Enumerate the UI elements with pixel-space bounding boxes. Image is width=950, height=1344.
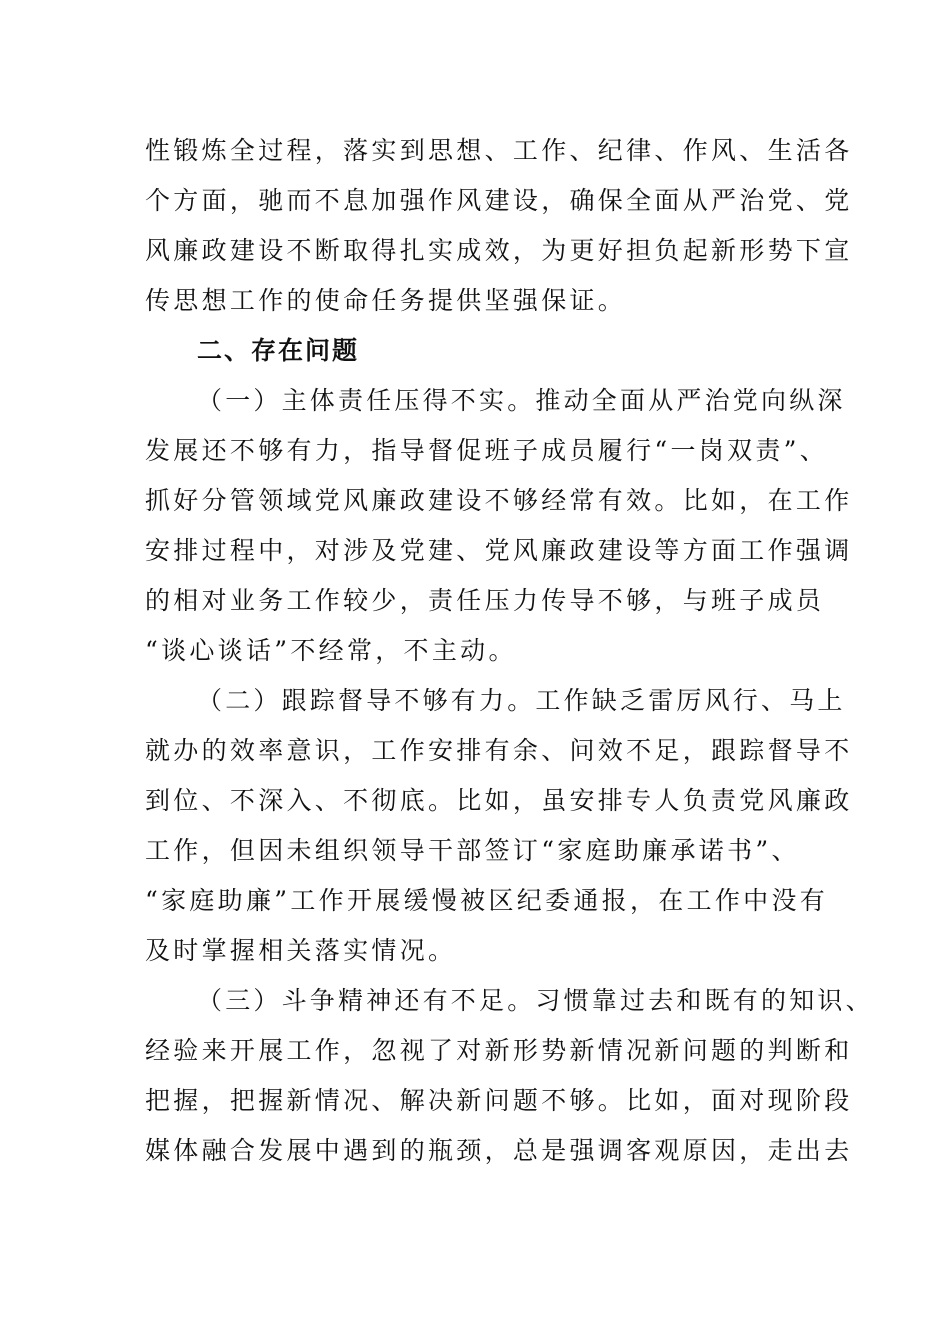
body-text-line: 个方面，驰而不息加强作风建设，确保全面从严治党、党 [145, 186, 853, 215]
body-text-line: 就办的效率意识，工作安排有余、问效不足，跟踪督导不 [145, 736, 853, 765]
body-text-line: 发展还不够有力，指导督促班子成员履行“一岗双责”、 [145, 436, 829, 465]
section-heading: 二、存在问题 [197, 336, 360, 365]
body-text-line: 及时掌握相关落实情况。 [145, 936, 457, 965]
body-text-line: 抓好分管领域党风廉政建设不够经常有效。比如，在工作 [145, 486, 853, 515]
body-text-line: 工作，但因未组织领导干部签订“家庭助廉承诺书”、 [145, 836, 800, 865]
paragraph-first-line: （二）跟踪督导不够有力。工作缺乏雷厉风行、马上 [197, 686, 846, 715]
body-text-line: 到位、不深入、不彻底。比如，虽安排专人负责党风廉政 [145, 786, 853, 815]
body-text-line: 媒体融合发展中遇到的瓶颈，总是强调客观原因，走出去 [145, 1136, 853, 1165]
body-text-line: 传思想工作的使命任务提供坚强保证。 [145, 286, 627, 315]
body-text-line: 性锻炼全过程，落实到思想、工作、纪律、作风、生活各 [145, 136, 853, 165]
body-text-line: 安排过程中，对涉及党建、党风廉政建设等方面工作强调 [145, 536, 853, 565]
body-text-line: 把握，把握新情况、解决新问题不够。比如，面对现阶段 [145, 1086, 853, 1115]
body-text-line: “谈心谈话”不经常，不主动。 [145, 636, 517, 665]
body-text-line: 经验来开展工作，忽视了对新形势新情况新问题的判断和 [145, 1036, 853, 1065]
body-text-line: 风廉政建设不断取得扎实成效，为更好担负起新形势下宣 [145, 236, 853, 265]
body-text-line: “家庭助廉”工作开展缓慢被区纪委通报，在工作中没有 [145, 886, 829, 915]
body-text-line: 的相对业务工作较少，责任压力传导不够，与班子成员 [145, 586, 825, 615]
paragraph-first-line: （三）斗争精神还有不足。习惯靠过去和既有的知识、 [197, 986, 874, 1015]
paragraph-first-line: （一）主体责任压得不实。推动全面从严治党向纵深 [197, 386, 846, 415]
